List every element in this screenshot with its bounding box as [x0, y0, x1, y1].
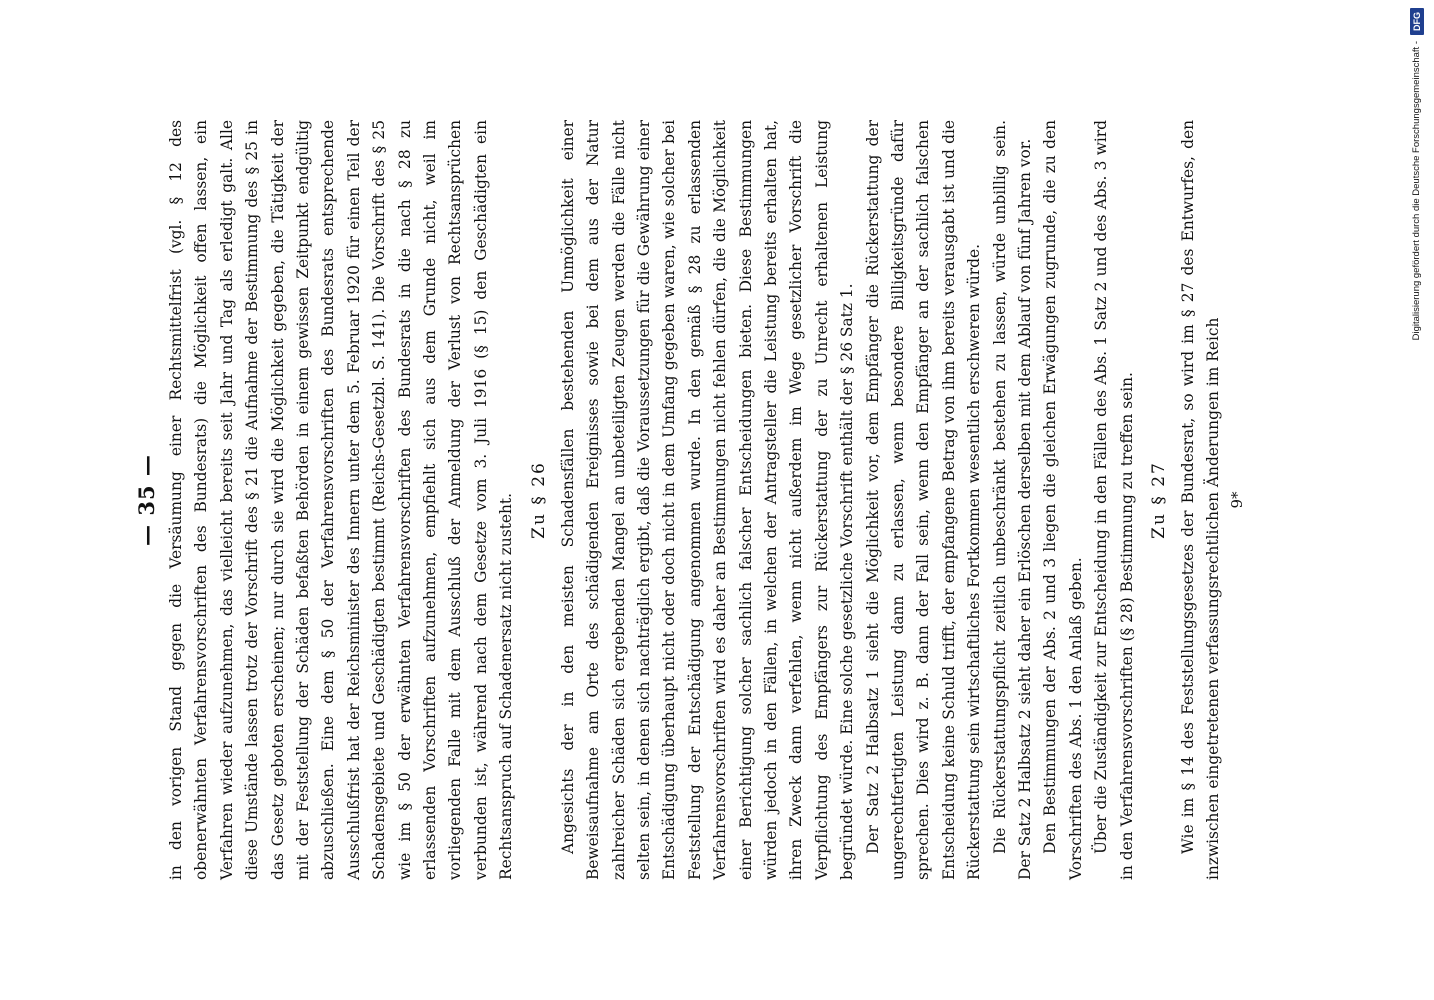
credit-line	[1406, 8, 1428, 428]
section-heading-26: Zu § 26	[528, 461, 549, 539]
paragraph-26-4: Den Bestimmungen der Abs. 2 und 3 liegen die gleichen Erwägungen zugrunde, die zu den Vorschriften des Abs. 1 den Anlaß geben.	[1041, 120, 1085, 880]
paragraph-26-5: Über die Zuständigkeit zur Entscheidung in den Fällen des Abs. 1 Satz 2 und des Abs. 3 wird in den Verfahrensvorschriften (§ 28) Bestimmung zu treffen sein.	[1092, 120, 1136, 880]
signature-mark: 9*	[1227, 491, 1246, 509]
paragraph-26-1: Angesichts der in den meisten Schadensfällen bestehenden Unmöglichkeit einer Beweisaufnahme am Orte des schädigenden Ereignisses sowie bei dem aus der Natur zahlreicher Schäden sich ergebenden Mangel an unbeteiligten Zeugen werden die Fälle nicht selten sein, in denen sich nachträglich ergibt, daß die Voraussetzungen für die Gewährung einer Entschädigung überhaupt nicht oder doch nicht in dem Umfang gegeben waren, wie solcher bei Feststellung der Entschädigung angenommen wurde. In den gemäß § 28 zu erlassenden Verfahrensvorschriften wird es daher an Bestimmungen nicht fehlen dürfen, die die Möglichkeit einer Berichtigung solcher sachlich falscher Entscheidungen bieten. Diese Bestimmungen würden jedoch in den Fällen, in welchen der Antragsteller die Leistung bereits erhalten hat, ihren Zweck dann verfehlen, wenn nicht außerdem im Wege gesetzlicher Vorschrift die Verpflichtung des Empfängers zur Rückerstattung der zu Unrecht erhaltenen Leistung begründet würde. Eine solche gesetzliche Vorschrift enthält der § 26 Satz 1.	[558, 120, 857, 880]
paragraph-26-2: Der Satz 2 Halbsatz 1 sieht die Möglichkeit vor, dem Empfänger die Rückerstattung der ungerechtfertigten Leistung dann zu erlassen, wenn besondere Billigkeitsgründe dafür sprechen. Dies wird z. B. dann der Fall sein, wenn den Empfänger an der sachlich falschen Entscheidung keine Schuld trifft, der empfangene Betrag von ihm bereits verausgabt ist und die Rückerstattung sein wirtschaftliches Fortkommen wesentlich erschweren würde.	[863, 120, 984, 880]
credit-text: Digitalisierung gefördert durch die Deutsche Forschungsgemeinschaft -	[1411, 41, 1422, 341]
section-heading-27: Zu § 27	[1149, 461, 1170, 539]
digitization-credit	[1402, 8, 1434, 428]
page-body	[164, 120, 1247, 880]
page-number: — 35 —	[134, 454, 159, 546]
paragraph-27-1: Wie im § 14 des Feststellungsgesetzes der Bundesrat, so wird im § 27 des Entwurfes, den inzwischen eingetretenen verfassungsrechtlichen Änderungen im Reich	[1179, 120, 1223, 880]
paragraph-continued: in den vorigen Stand gegen die Versäumung einer Rechtsmittelfrist (vgl. § 12 des obenerwähnten Verfahrensvorschriften des Bundesrats) die Möglichkeit offen lassen, ein Verfahren wieder aufzunehmen, das vielleicht bereits seit Jahr und Tag als erledigt galt. Alle diese Umstände lassen trotz der Vorschrift des § 21 die Aufnahme der Bestimmung des § 25 in das Gesetz geboten erscheinen; nur durch sie wird die Möglichkeit gegeben, die Tätigkeit der mit der Feststellung der Schäden befaßten Behörden in einem gewissen Zeitpunkt endgültig abzuschließen. Eine dem § 50 der Verfahrensvorschriften des Bundesrats entsprechende Ausschlußfrist hat der Reichsminister des Innern unter dem 5. Februar 1920 für einen Teil der Schadensgebiete und Geschädigten bestimmt (Reichs-Gesetzbl. S. 141). Die Vorschrift des § 25 wie im § 50 der erwähnten Verfahrensvorschriften des Bundesrats in die nach § 28 zu erlassenden Vorschriften aufzunehmen, empfiehlt sich aus dem Grunde nicht, weil im vorliegenden Falle mit dem Ausschluß der Anmeldung der Verlust von Rechtsansprüchen verbunden ist, während nach dem Gesetze vom 3. Juli 1916 (§ 15) den Geschädigten ein Rechtsanspruch auf Schadenersatz nicht zusteht.	[167, 120, 516, 880]
paragraph-26-3: Die Rückerstattungspflicht zeitlich unbeschränkt bestehen zu lassen, würde unbillig sein. Der Satz 2 Halbsatz 2 sieht daher ein Erlöschen derselben mit dem Ablauf von fünf Jahren vor.	[990, 120, 1034, 880]
rotated-page	[130, 120, 1290, 880]
dfg-logo: DFG	[1410, 8, 1424, 35]
